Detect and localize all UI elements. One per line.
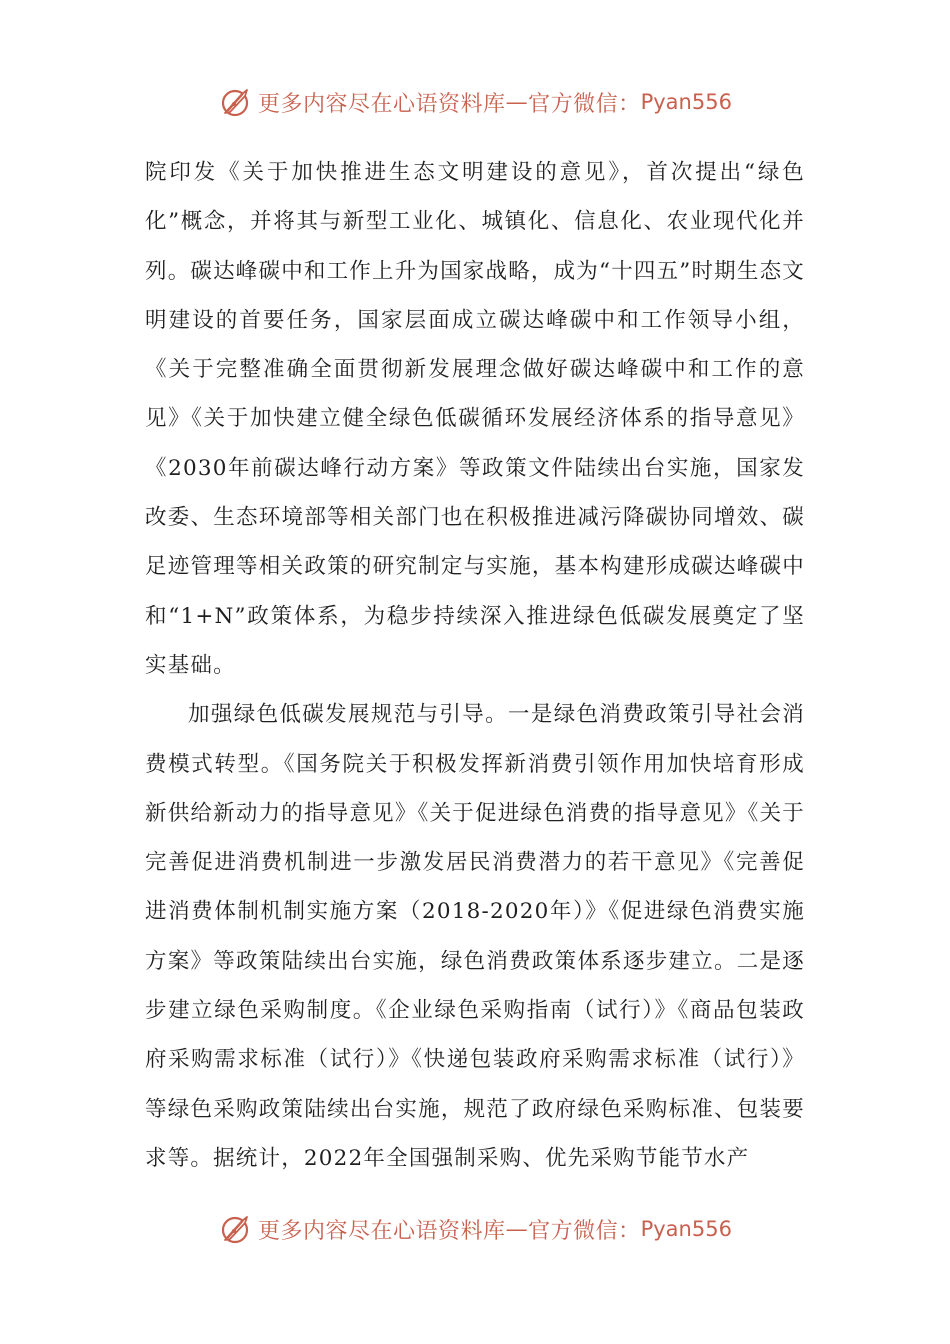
quill-pen-circle-icon — [218, 85, 252, 119]
header-banner — [0, 82, 950, 122]
banner-wechat-id: Pyan556 — [640, 90, 732, 114]
banner-wechat-id: Pyan556 — [640, 1217, 732, 1241]
banner-separator: — — [505, 1216, 529, 1242]
banner-label: 官方微信： — [528, 1218, 641, 1244]
banner-slogan: 更多内容尽在心语资料库 — [258, 1218, 506, 1244]
paragraph: 加强绿色低碳发展规范与引导。一是绿色消费政策引导社会消费模式转型。《国务院关于积极发挥新消费引领作用加快培育形成新供给新动力的指导意见》《关于促进绿色消费的指导意见》《关于完善促进消费机制进一步激发居民消费潜力的若干意见》《完善促进消费体制机制实施方案（2018-2020年）》《促进绿色消费实施方案》等政策陆续出台实施，绿色消费政策体系逐步建立。二是逐步建立绿色采购制度。《企业绿色采购指南（试行）》《商品包装政府采购需求标准（试行）》《快递包装政府采购需求标准（试行）》等绿色采购政策陆续出台实施，规范了政府绿色采购标准、包装要求等。据统计，2022年全国强制采购、优先采购节能节水产 — [145, 702, 805, 1171]
banner-label: 官方微信： — [528, 91, 641, 117]
footer-banner — [0, 1209, 950, 1249]
document-body — [145, 148, 805, 1183]
quill-pen-circle-icon — [218, 1212, 252, 1246]
banner-separator: — — [505, 89, 529, 115]
paragraph: 院印发《关于加快推进生态文明建设的意见》，首次提出“绿色化”概念，并将其与新型工业化、城镇化、信息化、农业现代化并列。碳达峰碳中和工作上升为国家战略，成为“十四五”时期生态文明建设的首要任务，国家层面成立碳达峰碳中和工作领导小组，《关于完整准确全面贯彻新发展理念做好碳达峰碳中和工作的意见》《关于加快建立健全绿色低碳循环发展经济体系的指导意见》《2030年前碳达峰行动方案》等政策文件陆续出台实施，国家发改委、生态环境部等相关部门也在积极推进减污降碳协同增效、碳足迹管理等相关政策的研究制定与实施，基本构建形成碳达峰碳中和“1+N”政策体系，为稳步持续深入推进绿色低碳发展奠定了坚实基础。 — [145, 160, 805, 678]
banner-slogan: 更多内容尽在心语资料库 — [258, 91, 506, 117]
